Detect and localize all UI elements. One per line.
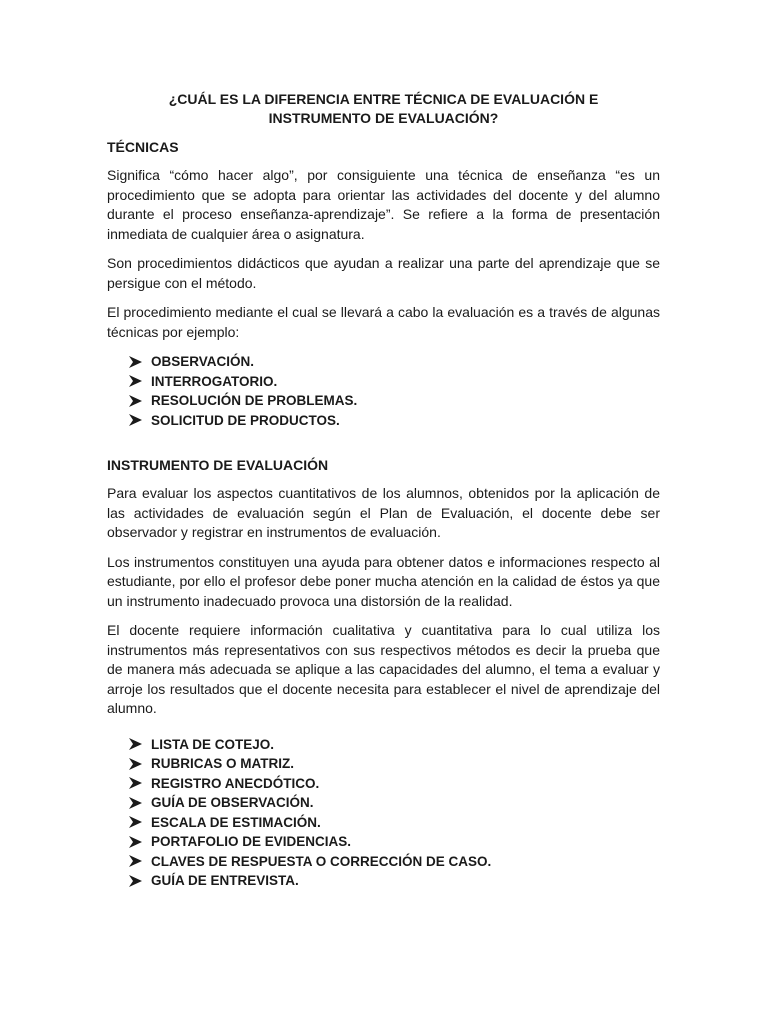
arrowhead-bullet-icon xyxy=(129,738,142,750)
list-item-text: LISTA DE COTEJO. xyxy=(151,736,275,752)
list-item xyxy=(129,813,660,833)
paragraph: Para evaluar los aspectos cuantitativos de los alumnos, obtenidos por la aplicación de las actividades de evaluación según el Plan de Evaluación, el docente debe ser observador y registrar en instrumentos de evaluación. xyxy=(107,485,660,540)
arrowhead-bullet-icon xyxy=(129,395,142,407)
arrowhead-bullet-icon xyxy=(129,758,142,770)
list-item xyxy=(129,832,660,852)
list-item-text: REGISTRO ANECDÓTICO. xyxy=(151,775,320,791)
arrowhead-bullet-icon xyxy=(129,356,142,368)
list-item-text: INTERROGATORIO. xyxy=(151,373,278,389)
list-item-text: OBSERVACIÓN. xyxy=(151,354,255,369)
list-item xyxy=(129,793,660,813)
bullet-list-techniques xyxy=(107,352,660,430)
section-heading-tecnicas: TÉCNICAS xyxy=(107,139,179,155)
list-item xyxy=(129,411,660,431)
paragraph: Los instrumentos constituyen una ayuda para obtener datos e informaciones respecto al estudiante, por ello el profesor debe poner mucha atención en la calidad de éstos ya que un instrumento inadecuado provoca una distorsión de la realidad. xyxy=(107,553,660,609)
list-item xyxy=(129,852,660,872)
list-item-text: CLAVES DE RESPUESTA O CORRECCIÓN DE CASO. xyxy=(151,853,492,869)
list-item-text: SOLICITUD DE PRODUCTOS. xyxy=(151,412,340,428)
paragraph: Son procedimientos didácticos que ayudan a realizar una parte del aprendizaje que se persigue con el método. xyxy=(107,255,660,291)
page-title-line-2: INSTRUMENTO DE EVALUACIÓN? xyxy=(268,110,499,126)
list-item-text: ESCALA DE ESTIMACIÓN. xyxy=(151,814,321,830)
arrowhead-bullet-icon xyxy=(129,875,142,887)
list-item xyxy=(129,774,660,794)
list-item-text: GUÍA DE ENTREVISTA. xyxy=(151,873,299,888)
list-item xyxy=(129,735,660,755)
list-item xyxy=(129,352,660,372)
arrowhead-bullet-icon xyxy=(129,855,142,867)
spacer xyxy=(107,430,660,456)
list-item-text: RUBRICAS O MATRIZ. xyxy=(151,756,294,771)
bullet-list-instruments xyxy=(107,735,660,891)
page-title-line-1: ¿CUÁL ES LA DIFERENCIA ENTRE TÉCNICA DE EVALUACIÓN E xyxy=(168,91,599,107)
paragraph: El docente requiere información cualitativa y cuantitativa para lo cual utiliza los instrumentos más representativos con sus respectivos métodos es decir la prueba que de manera más adecuada se aplique a las capacidades del alumno, el tema a evaluar y arroje los resultados que el docente necesita para establecer el nivel de aprendizaje del alumno. xyxy=(107,622,660,716)
list-item-text: PORTAFOLIO DE EVIDENCIAS. xyxy=(151,834,352,849)
arrowhead-bullet-icon xyxy=(129,797,142,809)
document-page xyxy=(107,90,660,891)
page-title xyxy=(107,90,660,128)
section-heading-instrumento: INSTRUMENTO DE EVALUACIÓN xyxy=(107,457,329,473)
arrowhead-bullet-icon xyxy=(129,777,142,789)
arrowhead-bullet-icon xyxy=(129,414,142,426)
arrowhead-bullet-icon xyxy=(129,375,142,387)
paragraph: El procedimiento mediante el cual se llevará a cabo la evaluación es a través de algunas técnicas por ejemplo: xyxy=(107,304,660,340)
arrowhead-bullet-icon xyxy=(129,836,142,848)
list-item xyxy=(129,871,660,891)
list-item xyxy=(129,391,660,411)
list-item-text: RESOLUCIÓN DE PROBLEMAS. xyxy=(151,393,358,408)
list-item xyxy=(129,372,660,392)
paragraph: Significa “cómo hacer algo”, por consiguiente una técnica de enseñanza “es un procedimiento que se adopta para orientar las actividades del docente y del alumno durante el proceso enseñanza-aprendizaje”. Se refiere a la forma de presentación inmediata de cualquier área o asignatura. xyxy=(107,167,660,242)
list-item xyxy=(129,754,660,774)
arrowhead-bullet-icon xyxy=(129,816,142,828)
list-item-text: GUÍA DE OBSERVACIÓN. xyxy=(151,795,314,810)
